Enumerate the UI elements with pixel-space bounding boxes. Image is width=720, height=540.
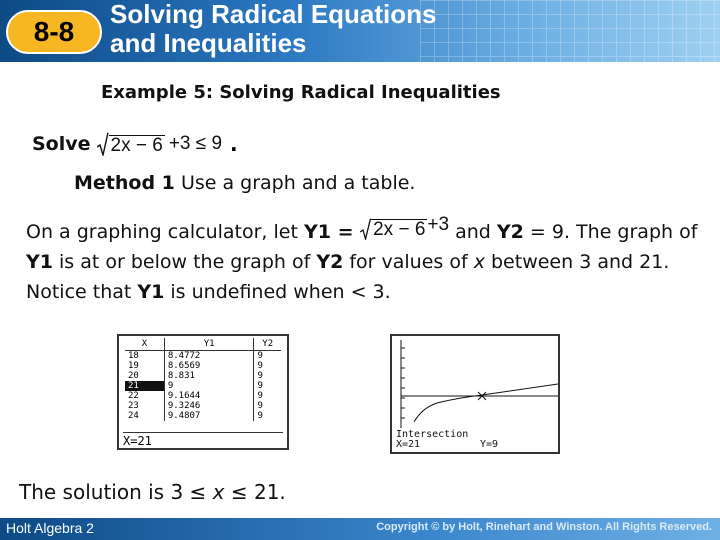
cell-y1: 8.6569 <box>164 361 254 371</box>
table-row <box>125 411 281 421</box>
para-text-5: for values of <box>343 251 474 273</box>
para-plus-3: +3 <box>427 214 450 235</box>
example-heading: Example 5: Solving Radical Inequalities <box>101 82 501 103</box>
radicand: 2x − 6 <box>110 135 163 156</box>
method-text: Use a graph and a table. <box>174 172 416 194</box>
solution-text-1: The solution is 3 ≤ <box>19 480 213 504</box>
para-text-6: between 3 and 21. Notice that <box>26 251 670 303</box>
header-grid-pattern <box>420 0 720 62</box>
table-row <box>125 401 281 411</box>
method-line <box>74 172 415 194</box>
cell-y2: 9 <box>257 391 263 401</box>
calc-table-footer: X=21 <box>123 432 283 448</box>
cell-y1: 9.3246 <box>164 401 254 411</box>
table-row-highlighted <box>125 381 281 391</box>
table-row <box>125 391 281 401</box>
para-text-2: and <box>449 221 497 243</box>
cell-x: 22 <box>125 391 164 401</box>
para-radical <box>360 210 449 240</box>
inequality-rest: +3 ≤ 9 <box>168 133 223 154</box>
radical-sign-icon <box>97 132 109 156</box>
slide-footer <box>0 518 720 540</box>
cell-y2: 9 <box>257 401 263 411</box>
inequality-expression <box>97 132 223 156</box>
intersection-x: X=21 <box>396 439 421 450</box>
footer-copyright: Copyright © by Holt, Rinehart and Winston. All Rights Reserved. <box>376 521 712 533</box>
cell-x: 19 <box>125 361 164 371</box>
calc-table-header: X <box>125 338 164 351</box>
para-y2-b: Y2 <box>316 251 344 273</box>
solution-statement <box>19 480 286 504</box>
para-y1-c: Y1 <box>137 281 165 303</box>
statement-period: . <box>230 132 238 156</box>
method-label: Method 1 <box>74 172 175 194</box>
calc-table-header: Y2 <box>254 338 281 351</box>
para-text-7: is undefined when < 3. <box>164 281 391 303</box>
para-text-3: = 9. The graph of <box>523 221 698 243</box>
para-text-1: On a graphing calculator, let <box>26 221 304 243</box>
cell-y2: 9 <box>257 371 263 381</box>
cell-y2: 9 <box>257 351 263 361</box>
footer-course: Holt Algebra 2 <box>6 520 94 536</box>
calc-table <box>125 338 281 421</box>
cell-x: 20 <box>125 371 164 381</box>
radical <box>97 132 165 156</box>
cell-y1: 9 <box>164 381 254 391</box>
slide-header <box>0 0 720 62</box>
calculator-graph-screen <box>390 334 560 454</box>
intersection-y: Y=9 <box>480 439 499 450</box>
solution-text-2: ≤ 21. <box>224 480 286 504</box>
cell-y1: 9.4807 <box>164 411 254 421</box>
y-axis-ticks <box>401 348 405 418</box>
lesson-badge: 8-8 <box>6 10 102 54</box>
para-text-4: is at or below the graph of <box>52 251 317 273</box>
title-line-2: and Inequalities <box>110 28 307 58</box>
cell-y1: 8.831 <box>164 371 254 381</box>
calculator-table-screen <box>117 334 289 450</box>
slide-title <box>110 0 437 58</box>
title-line-1: Solving Radical Equations <box>110 0 437 29</box>
cell-y1: 9.1644 <box>164 391 254 401</box>
cell-x: 21 <box>125 381 164 391</box>
solve-statement <box>32 126 238 162</box>
para-y1-b: Y1 <box>26 251 53 273</box>
radical-sign-icon <box>360 218 371 240</box>
calc-table-header: Y1 <box>164 338 254 351</box>
explanation-paragraph <box>26 210 706 307</box>
cell-y2: 9 <box>257 411 263 421</box>
y1-curve <box>414 384 558 422</box>
table-row <box>125 361 281 371</box>
cell-x: 18 <box>125 351 164 362</box>
table-row <box>125 351 281 362</box>
cell-y2: 9 <box>257 381 263 391</box>
para-equals: = <box>330 221 361 243</box>
cell-y1: 8.4772 <box>164 351 254 362</box>
cell-x: 24 <box>125 411 164 421</box>
intersection-label: Intersection <box>396 429 469 440</box>
solve-label: Solve <box>32 133 91 155</box>
cell-y2: 9 <box>257 361 263 371</box>
para-x: x <box>473 251 485 273</box>
cell-x: 23 <box>125 401 164 411</box>
solution-x: x <box>212 480 225 504</box>
para-y2: Y2 <box>496 221 524 243</box>
para-radicand: 2x − 6 <box>373 219 426 240</box>
para-y1: Y1 <box>303 221 331 243</box>
table-row <box>125 371 281 381</box>
